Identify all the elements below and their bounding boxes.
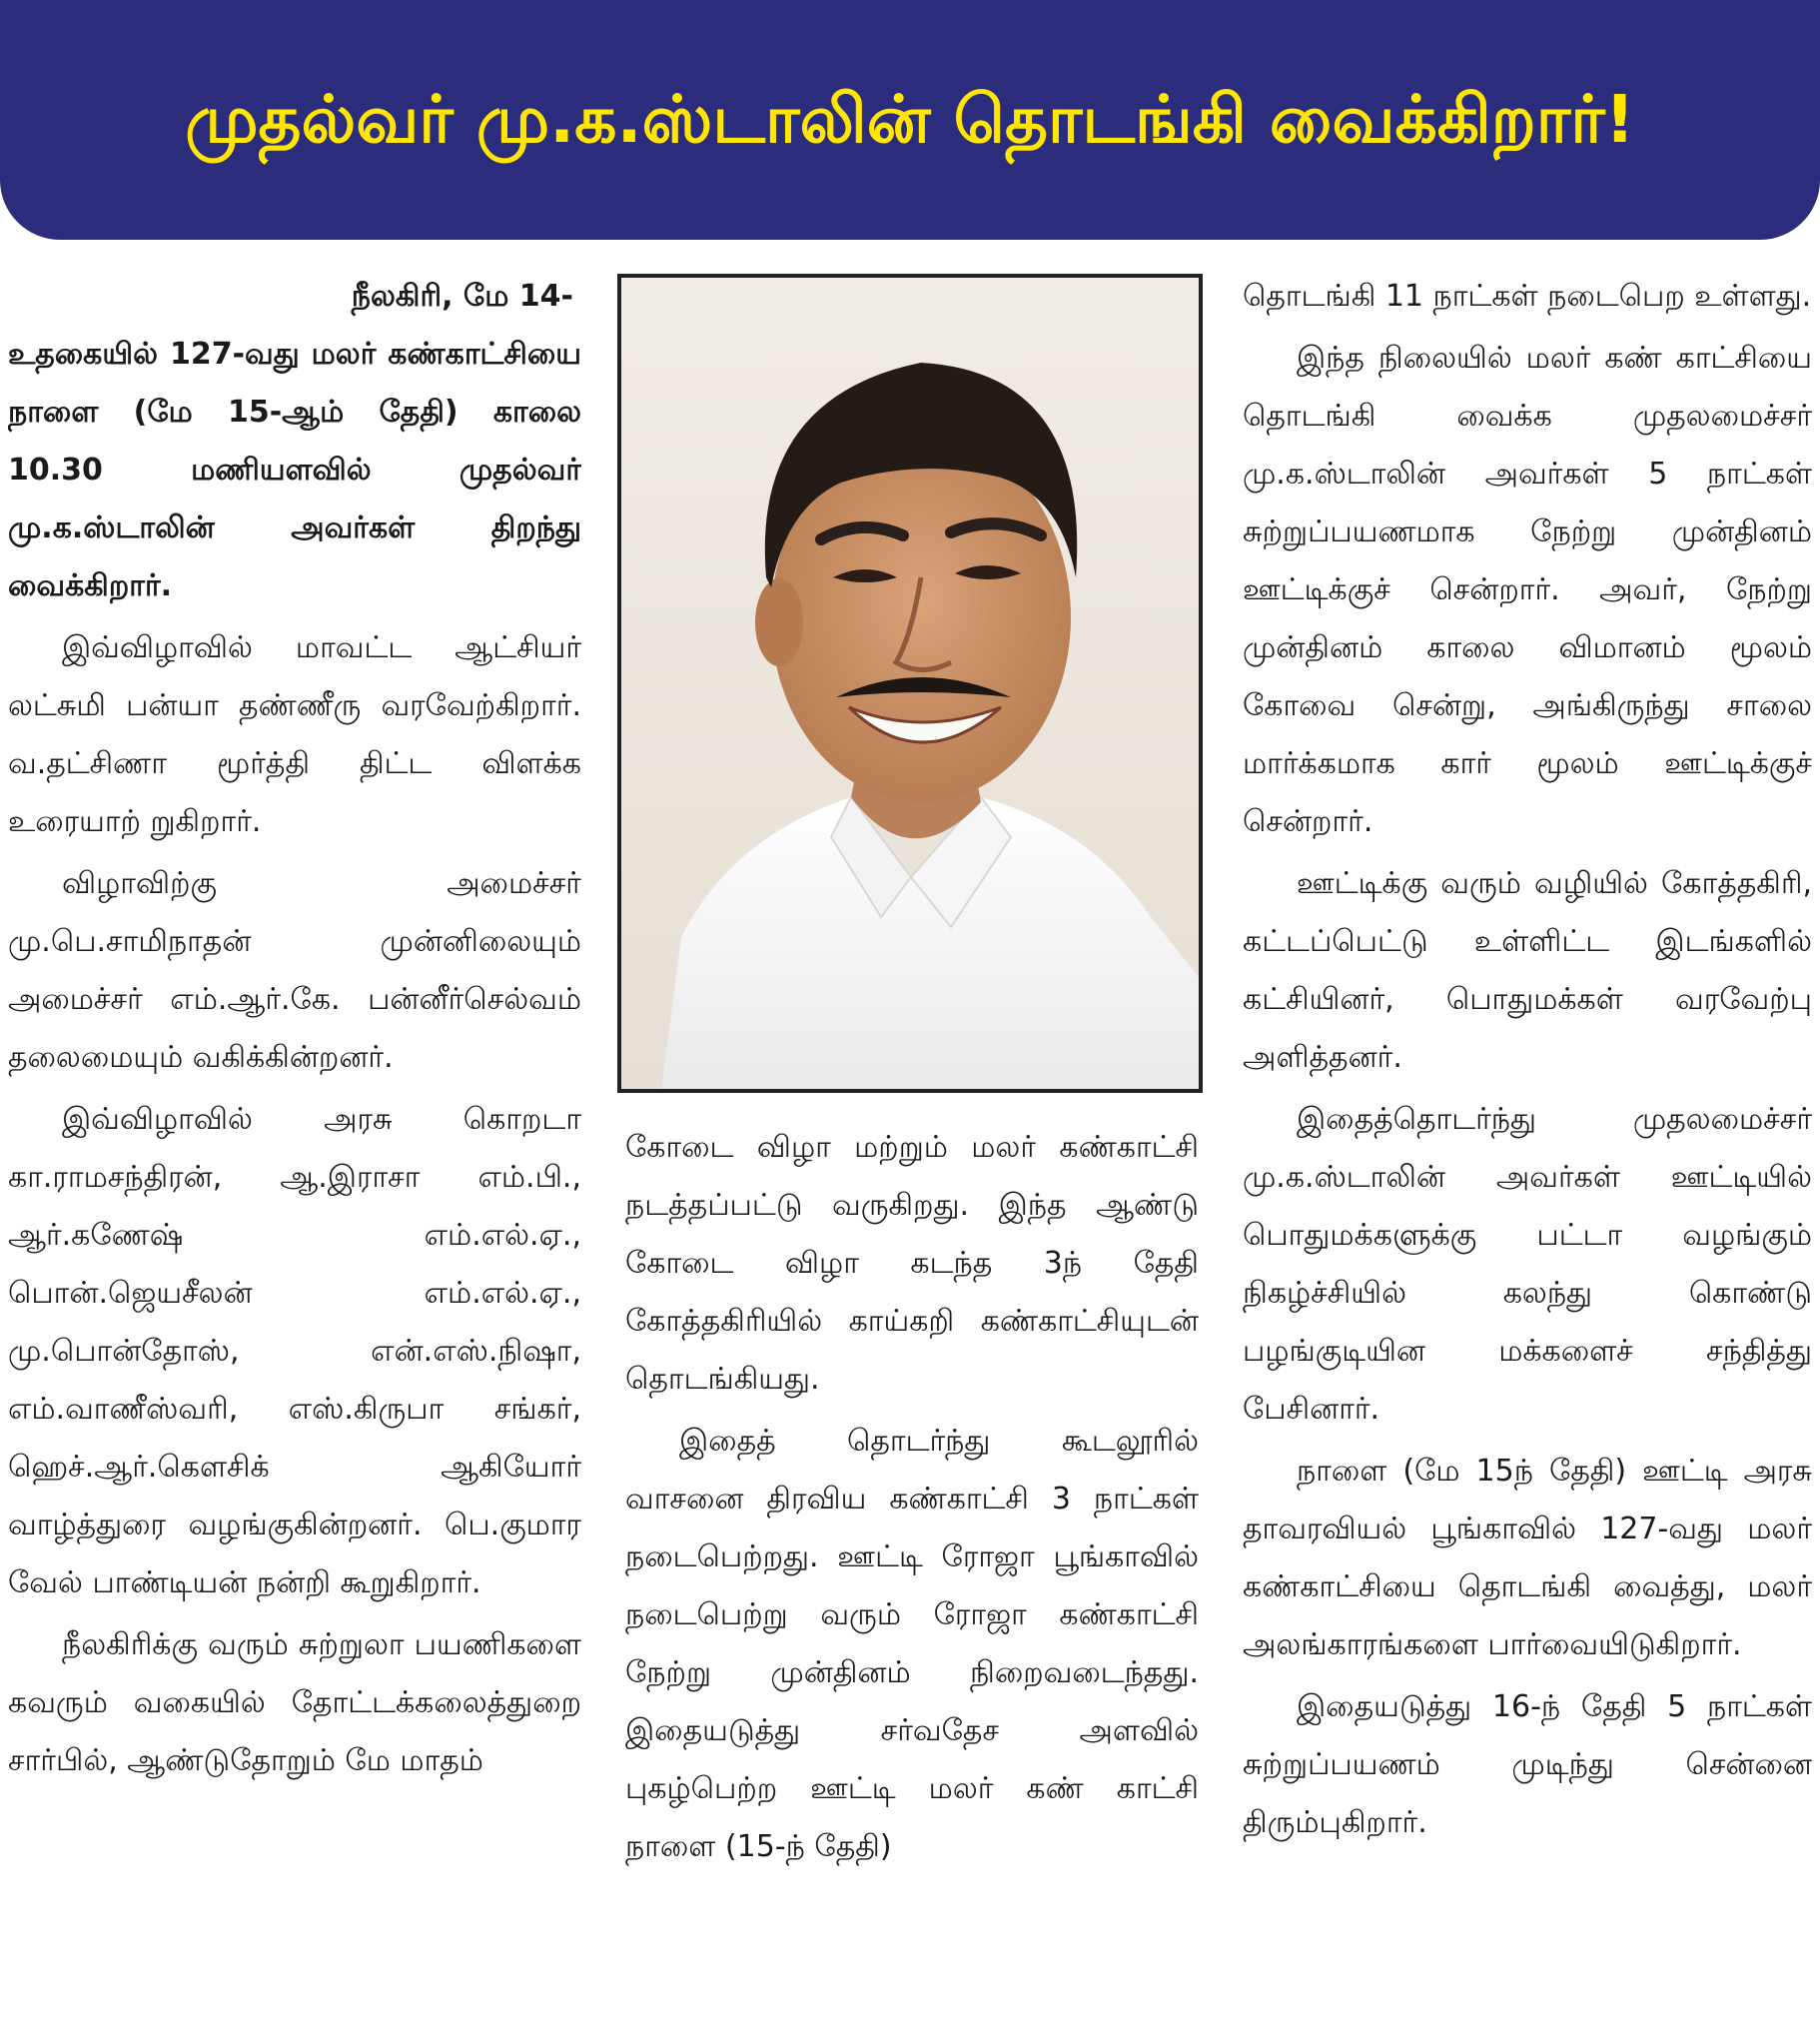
body-paragraph: விழாவிற்கு அமைச்சர் மு.பெ.சாமிநாதன் முன்னிலையும் அமைச்சர் எம்.ஆர்.கே. பன்னீர்செல்வம் தலைமையும் வகிக்கின்றனர். bbox=[8, 866, 581, 1075]
body-paragraph: இதைத் தொடர்ந்து கூடலூரில் வாசனை திரவிய கண்காட்சி 3 நாட்கள் நடைபெற்றது. ஊட்டி ரோஜா பூங்காவில் நடைபெற்று வரும் ரோஜா கண்காட்சி நேற்று முன்தினம் நிறைவடைந்தது. இதையடுத்து சர்வதேச அளவில் புகழ்பெற்ற ஊட்டி மலர் கண் காட்சி நாளை (15-ந் தேதி) bbox=[625, 1424, 1199, 1864]
body-paragraph: இவ்விழாவில் மாவட்ட ஆட்சியர் லட்சுமி பன்யா தண்ணீரு வரவேற்கிறார். வ.தட்சிணா மூர்த்தி திட்ட விளக்க உரையாற் றுகிறார். bbox=[8, 630, 581, 839]
body-paragraph: இந்த நிலையில் மலர் கண் காட்சியை தொடங்கி வைக்க முதலமைச்சர் மு.க.ஸ்டாலின் அவர்கள் 5 நாட்கள் சுற்றுப்பயணமாக நேற்று முன்தினம் ஊட்டிக்குச் சென்றார். அவர், நேற்று முன்தினம் காலை விமானம் மூலம் கோவை சென்று, அங்கிருந்து சாலை மார்க்கமாக கார் மூலம் ஊட்டிக்குச் சென்றார். bbox=[1243, 341, 1812, 839]
portrait-illustration bbox=[621, 278, 1199, 1089]
headline: முதல்வர் மு.க.ஸ்டாலின் தொடங்கி வைக்கிறார்! bbox=[185, 80, 1635, 158]
article-column-left bbox=[8, 268, 581, 2020]
lead-paragraph: உதகையில் 127-வது மலர் கண்காட்சியை நாளை (மே 15-ஆம் தேதி) காலை 10.30 மணியளவில் முதல்வர் மு.க.ஸ்டாலின் அவர்கள் திறந்து வைக்கிறார். bbox=[8, 337, 581, 603]
body-paragraph: இதையடுத்து 16-ந் தேதி 5 நாட்கள் சுற்றுப்பயணம் முடிந்து சென்னை திரும்புகிறார். bbox=[1243, 1689, 1812, 1840]
body-paragraph: தொடங்கி 11 நாட்கள் நடைபெற உள்ளது. bbox=[1243, 279, 1812, 314]
body-paragraph: இதைத்தொடர்ந்து முதலமைச்சர் மு.க.ஸ்டாலின் அவர்கள் ஊட்டியில் பொதுமக்களுக்கு பட்டா வழங்கும் நிகழ்ச்சியில் கலந்து கொண்டு பழங்குடியின மக்களைச் சந்தித்து பேசினார். bbox=[1243, 1102, 1812, 1427]
body-paragraph: ஊட்டிக்கு வரும் வழியில் கோத்தகிரி, கட்டப்பெட்டு உள்ளிட்ட இடங்களில் கட்சியினர், பொதுமக்கள் வரவேற்பு அளித்தனர். bbox=[1243, 866, 1812, 1075]
headline-banner bbox=[0, 0, 1820, 240]
body-paragraph: நீலகிரிக்கு வரும் சுற்றுலா பயணிகளை கவரும் வகையில் தோட்டக்கலைத்துறை சார்பில், ஆண்டுதோறும் மே மாதம் bbox=[8, 1627, 581, 1778]
article-column-middle bbox=[625, 1119, 1199, 2020]
article-column-right bbox=[1243, 268, 1812, 2020]
body-paragraph: கோடை விழா மற்றும் மலர் கண்காட்சி நடத்தப்பட்டு வருகிறது. இந்த ஆண்டு கோடை விழா கடந்த 3ந் தேதி கோத்தகிரியில் காய்கறி கண்காட்சியுடன் தொடங்கியது. bbox=[625, 1130, 1199, 1397]
body-paragraph: நாளை (மே 15ந் தேதி) ஊட்டி அரசு தாவரவியல் பூங்காவில் 127-வது மலர் கண்காட்சியை தொடங்கி வைத்து, மலர் அலங்காரங்களை பார்வையிடுகிறார். bbox=[1243, 1454, 1812, 1662]
dateline: நீலகிரி, மே 14- bbox=[351, 279, 573, 314]
person-portrait-photo bbox=[617, 274, 1203, 1093]
body-paragraph: இவ்விழாவில் அரசு கொறடா கா.ராமசந்திரன், ஆ.இராசா எம்.பி., ஆர்.கணேஷ் எம்.எல்.ஏ., பொன்.ஜெயசீலன் எம்.எல்.ஏ., மு.பொன்தோஸ், என்.எஸ்.நிஷா, எம்.வாணீஸ்வரி, எஸ்.கிருபா சங்கர், ஹெச்.ஆர்.கௌசிக் ஆகியோர் வாழ்த்துரை வழங்குகின்றனர். பெ.குமார வேல் பாண்டியன் நன்றி கூறுகிறார். bbox=[8, 1102, 581, 1600]
